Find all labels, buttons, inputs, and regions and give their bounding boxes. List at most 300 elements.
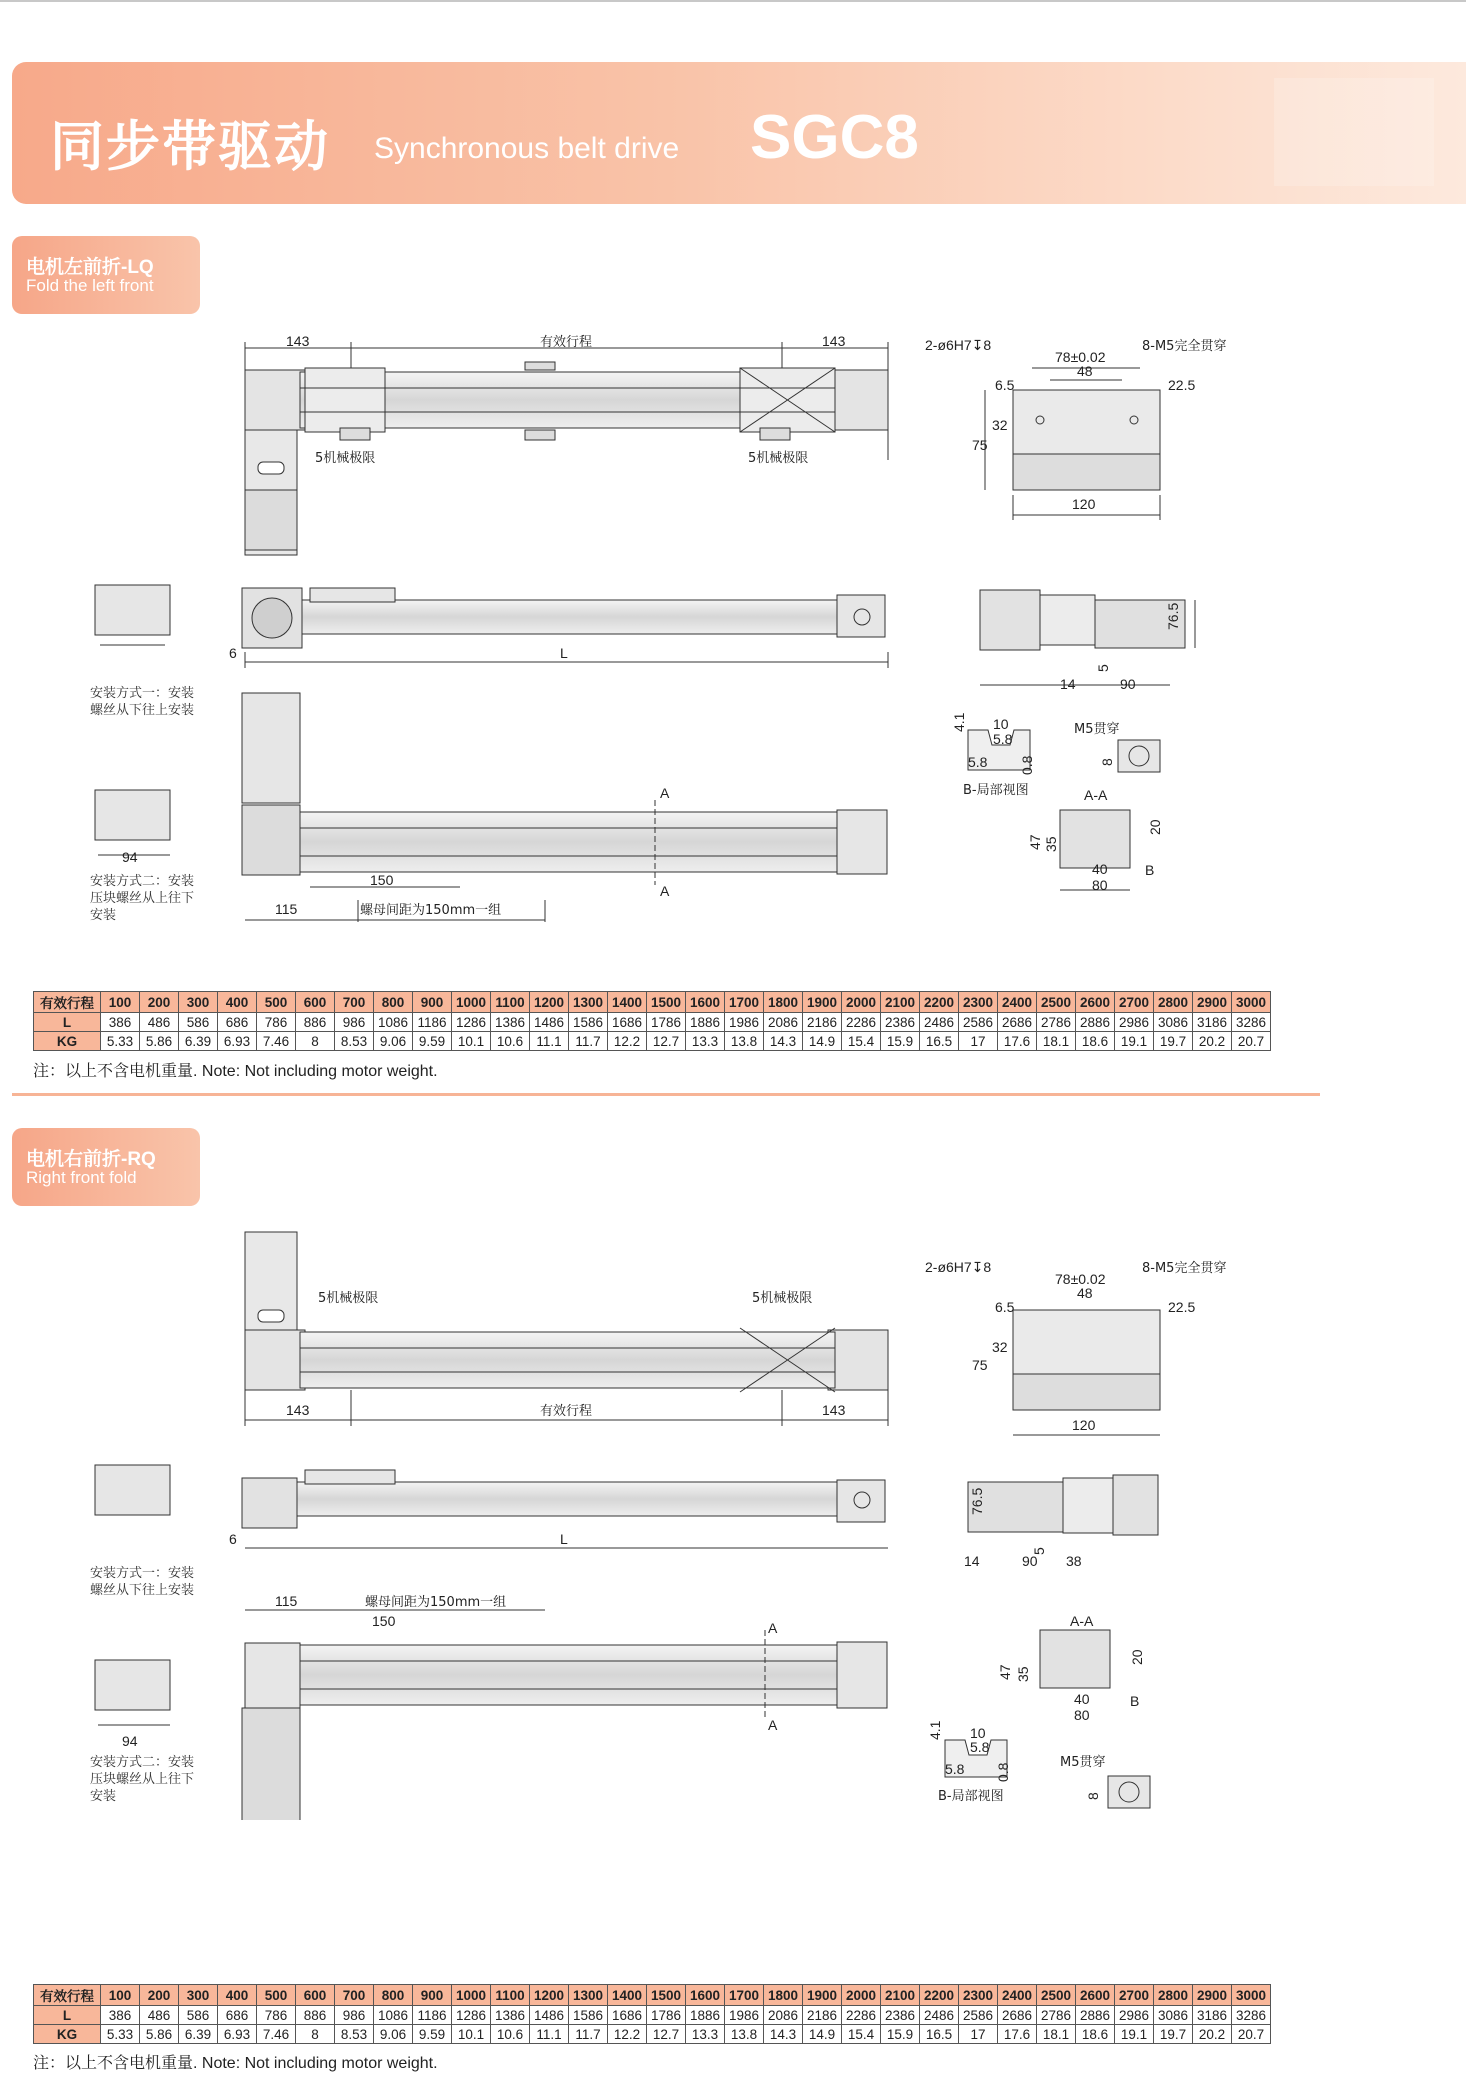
mech-limit-right: 5机械极限	[748, 451, 809, 466]
length-l: L	[560, 645, 568, 661]
spec-cell: 1400	[608, 992, 647, 1013]
spec-row	[34, 2025, 1271, 2044]
dim-5-8-b: 5.8	[968, 754, 988, 770]
spec-cell: 13.3	[686, 2025, 725, 2044]
spec-cell: 19.1	[1115, 2025, 1154, 2044]
spec-cell: 3086	[1154, 2006, 1193, 2025]
spec-cell: 2486	[920, 1013, 959, 1032]
rq-dim-10: 10	[970, 1725, 986, 1741]
spec-cell: 14.3	[764, 2025, 803, 2044]
dim-22-5: 22.5	[1168, 377, 1196, 393]
dim-0-8: 0.8	[1019, 755, 1035, 775]
rq-mount2-line1: 安装方式二：安装	[90, 1755, 195, 1770]
spec-cell: 3286	[1232, 1013, 1271, 1032]
spec-cell: 1300	[569, 992, 608, 1013]
rq-dim-22-5: 22.5	[1168, 1299, 1196, 1315]
mark-a-bottom: A	[660, 883, 670, 899]
spec-cell: 386	[101, 2006, 140, 2025]
rq-mount1-line1: 安装方式一：安装	[90, 1566, 195, 1581]
title-banner	[12, 62, 1466, 204]
spec-cell: 17.6	[998, 2025, 1037, 2044]
rq-dim-40: 40	[1074, 1691, 1090, 1707]
rq-length-l: L	[560, 1531, 568, 1547]
spec-cell: 2586	[959, 2006, 998, 2025]
section-tag-cn: 电机右前折-RQ	[26, 1149, 156, 1170]
spec-cell: 13.8	[725, 1032, 764, 1051]
spec-cell: 5.86	[140, 2025, 179, 2044]
mount2-line3: 安装	[90, 908, 117, 923]
rq-dim-35: 35	[1015, 1666, 1031, 1682]
spec-cell: 2786	[1037, 2006, 1076, 2025]
spec-cell: 6.39	[179, 2025, 218, 2044]
dim-115: 115	[275, 901, 298, 917]
spec-cell: 2286	[842, 1013, 881, 1032]
rq-dim-75: 75	[972, 1357, 988, 1373]
spec-row-label: KG	[34, 1032, 101, 1051]
spec-cell: 686	[218, 2006, 257, 2025]
rq-mark-a-top: A	[768, 1620, 778, 1636]
spec-cell: 2000	[842, 992, 881, 1013]
spec-table-rq	[33, 1984, 1271, 2044]
spec-cell: 12.2	[608, 1032, 647, 1051]
spec-cell: 300	[179, 992, 218, 1013]
spec-cell: 17.6	[998, 1032, 1037, 1051]
dim-90: 90	[1120, 676, 1136, 692]
dim-143-left: 143	[286, 333, 310, 349]
rq-dim-143-left: 143	[286, 1402, 310, 1418]
section-aa: A-A	[1084, 787, 1108, 803]
spec-row	[34, 2006, 1271, 2025]
spec-cell: 14.3	[764, 1032, 803, 1051]
note-rq: 注：以上不含电机重量. Note: Not including motor weight.	[33, 2055, 438, 2072]
rq-b-detail: B-局部视图	[938, 1789, 1004, 1804]
mount2-caption	[90, 873, 194, 924]
mount1-line2: 螺丝从下往上安装	[90, 703, 195, 718]
spec-cell: 1886	[686, 2006, 725, 2025]
rq-effective-stroke: 有效行程	[540, 1404, 593, 1419]
rq-mech-limit-left: 5机械极限	[318, 1291, 379, 1306]
lq-drawings	[0, 300, 1466, 940]
dim-76-5: 76.5	[1165, 602, 1181, 630]
spec-cell: 10.1	[452, 1032, 491, 1051]
spec-cell: 1186	[413, 1013, 452, 1032]
spec-cell: 2300	[959, 1985, 998, 2006]
rq-mount2-line2: 压块螺丝从上往下	[90, 1772, 195, 1787]
spec-cell: 1586	[569, 2006, 608, 2025]
spec-cell: 12.7	[647, 1032, 686, 1051]
rq-dim-120: 120	[1072, 1417, 1096, 1433]
spec-cell: 1486	[530, 1013, 569, 1032]
spec-cell: 9.06	[374, 2025, 413, 2044]
dim-78: 78±0.02	[1055, 349, 1106, 365]
spec-cell: 15.4	[842, 2025, 881, 2044]
spec-cell: 786	[257, 2006, 296, 2025]
dim-94: 94	[122, 849, 138, 865]
spec-cell: 2600	[1076, 1985, 1115, 2006]
spec-cell: 2186	[803, 2006, 842, 2025]
section-tag-en: Fold the left front	[26, 276, 154, 295]
spec-cell: 2000	[842, 1985, 881, 2006]
rq-detail-views	[945, 1630, 1150, 1808]
spec-cell: 2186	[803, 1013, 842, 1032]
spec-cell: 6.93	[218, 1032, 257, 1051]
spec-cell: 1900	[803, 992, 842, 1013]
spec-row-label: 有效行程	[34, 1985, 101, 2006]
spec-cell: 886	[296, 2006, 335, 2025]
spec-row-label: KG	[34, 2025, 101, 2044]
rq-mech-limit-right: 5机械极限	[752, 1291, 813, 1306]
spec-cell: 2500	[1037, 992, 1076, 1013]
spec-cell: 1200	[530, 1985, 569, 2006]
spec-cell: 2900	[1193, 1985, 1232, 2006]
spec-cell: 18.6	[1076, 2025, 1115, 2044]
rq-mount2-line3: 安装	[90, 1789, 117, 1804]
spec-row-label: 有效行程	[34, 992, 101, 1013]
m5-thru-label: M5贯穿	[1074, 722, 1120, 737]
spec-cell: 1100	[491, 992, 530, 1013]
rq-dim-115: 115	[275, 1593, 298, 1609]
spec-cell: 2086	[764, 1013, 803, 1032]
spec-cell: 2386	[881, 1013, 920, 1032]
spec-cell: 2700	[1115, 1985, 1154, 2006]
spec-cell: 2200	[920, 1985, 959, 2006]
rq-dim-80: 80	[1074, 1707, 1090, 1723]
spec-row	[34, 1013, 1271, 1032]
holes-label: 2-ø6H7↧8	[925, 337, 992, 353]
spec-cell: 12.2	[608, 2025, 647, 2044]
spec-cell: 3286	[1232, 2006, 1271, 2025]
spec-cell: 3186	[1193, 2006, 1232, 2025]
spec-cell: 5.33	[101, 2025, 140, 2044]
spec-cell: 986	[335, 1013, 374, 1032]
spec-cell: 200	[140, 1985, 179, 2006]
dim-10: 10	[993, 716, 1009, 732]
spec-cell: 586	[179, 1013, 218, 1032]
rq-dim-14: 14	[964, 1553, 980, 1569]
mount2-line1: 安装方式二：安装	[90, 874, 195, 889]
spec-cell: 600	[296, 992, 335, 1013]
spec-cell: 1786	[647, 2006, 686, 2025]
spec-cell: 1900	[803, 1985, 842, 2006]
spec-cell: 11.7	[569, 1032, 608, 1051]
spec-row	[34, 1985, 1271, 2006]
section-tag-rq	[12, 1128, 200, 1206]
rq-dim-32: 32	[992, 1339, 1008, 1355]
dim-4-1: 4.1	[951, 712, 967, 732]
dim-48: 48	[1077, 363, 1093, 379]
rq-dim-143-right: 143	[822, 1402, 846, 1418]
mount1-caption	[90, 685, 194, 719]
spec-cell: 1386	[491, 1013, 530, 1032]
spec-cell: 500	[257, 992, 296, 1013]
rq-holes: 2-ø6H7↧8	[925, 1259, 992, 1275]
rq-mark-a-bottom: A	[768, 1717, 778, 1733]
spec-cell: 3000	[1232, 992, 1271, 1013]
spec-row	[34, 1032, 1271, 1051]
spec-cell: 9.06	[374, 1032, 413, 1051]
spec-cell: 2100	[881, 1985, 920, 2006]
rq-section-aa: A-A	[1070, 1613, 1094, 1629]
rq-dim-48: 48	[1077, 1285, 1093, 1301]
rq-dim-0-8: 0.8	[995, 1762, 1011, 1782]
spec-cell: 386	[101, 1013, 140, 1032]
spec-cell: 7.46	[257, 1032, 296, 1051]
lq-motor-side	[980, 590, 1195, 685]
spec-cell: 100	[101, 1985, 140, 2006]
spec-cell: 986	[335, 2006, 374, 2025]
spec-cell: 1300	[569, 1985, 608, 2006]
banner-decor	[1274, 78, 1434, 186]
spec-cell: 2900	[1193, 992, 1232, 1013]
spec-cell: 1600	[686, 1985, 725, 2006]
spec-cell: 1386	[491, 2006, 530, 2025]
dim-143-right: 143	[822, 333, 846, 349]
spec-cell: 8	[296, 1032, 335, 1051]
rq-mark-b: B	[1130, 1693, 1140, 1709]
spec-cell: 100	[101, 992, 140, 1013]
spec-cell: 18.6	[1076, 1032, 1115, 1051]
spec-cell: 14.9	[803, 2025, 842, 2044]
spec-cell: 486	[140, 2006, 179, 2025]
rq-dim-78: 78±0.02	[1055, 1271, 1106, 1287]
spec-cell: 200	[140, 992, 179, 1013]
effective-stroke-label: 有效行程	[540, 335, 593, 350]
spec-cell: 9.59	[413, 2025, 452, 2044]
spec-cell: 8.53	[335, 2025, 374, 2044]
rq-dim-5-8: 5.8	[970, 1739, 990, 1755]
spec-cell: 1100	[491, 1985, 530, 2006]
spec-cell: 1686	[608, 1013, 647, 1032]
mark-a-top: A	[660, 785, 670, 801]
spec-cell: 17	[959, 1032, 998, 1051]
spec-cell: 19.7	[1154, 1032, 1193, 1051]
spec-cell: 13.8	[725, 2025, 764, 2044]
spec-cell: 18.1	[1037, 1032, 1076, 1051]
spec-cell: 15.4	[842, 1032, 881, 1051]
section-tag-cn: 电机左前折-LQ	[26, 257, 154, 278]
spec-cell: 13.3	[686, 1032, 725, 1051]
spec-cell: 10.1	[452, 2025, 491, 2044]
rq-dim-4-1: 4.1	[927, 1720, 943, 1740]
spec-cell: 2800	[1154, 992, 1193, 1013]
spec-cell: 1200	[530, 992, 569, 1013]
spec-cell: 2786	[1037, 1013, 1076, 1032]
spec-cell: 10.6	[491, 2025, 530, 2044]
nut-spacing: 螺母间距为150mm一组	[360, 903, 502, 918]
rq-dim-150: 150	[372, 1613, 396, 1629]
spec-cell: 16.5	[920, 2025, 959, 2044]
spec-cell: 786	[257, 1013, 296, 1032]
dim-20: 20	[1147, 819, 1163, 835]
spec-cell: 300	[179, 1985, 218, 2006]
spec-cell: 2586	[959, 1013, 998, 1032]
dim-120: 120	[1072, 496, 1096, 512]
rq-dim-8: 8	[1085, 1792, 1101, 1800]
section-divider	[12, 1093, 1320, 1096]
spec-cell: 1986	[725, 1013, 764, 1032]
mech-limit-left: 5机械极限	[315, 451, 376, 466]
dim-150: 150	[370, 872, 394, 888]
dim-14: 14	[1060, 676, 1076, 692]
spec-cell: 1600	[686, 992, 725, 1013]
spec-cell: 14.9	[803, 1032, 842, 1051]
b-detail-label: B-局部视图	[963, 783, 1029, 798]
spec-cell: 900	[413, 992, 452, 1013]
dim-75: 75	[972, 437, 988, 453]
spec-cell: 2486	[920, 2006, 959, 2025]
dim-6-side: 6	[229, 645, 237, 661]
spec-cell: 3186	[1193, 1013, 1232, 1032]
spec-cell: 2986	[1115, 2006, 1154, 2025]
spec-cell: 15.9	[881, 1032, 920, 1051]
spec-cell: 2400	[998, 992, 1037, 1013]
spec-cell: 2286	[842, 2006, 881, 2025]
spec-cell: 1400	[608, 1985, 647, 2006]
spec-cell: 1786	[647, 1013, 686, 1032]
rq-mount2-caption	[90, 1754, 194, 1805]
spec-cell: 9.59	[413, 1032, 452, 1051]
spec-cell: 2300	[959, 992, 998, 1013]
spec-cell: 3000	[1232, 1985, 1271, 2006]
dim-80: 80	[1092, 877, 1108, 893]
rq-drawings	[0, 1220, 1466, 1820]
dim-40: 40	[1092, 861, 1108, 877]
spec-cell: 1500	[647, 992, 686, 1013]
spec-cell: 1800	[764, 1985, 803, 2006]
spec-cell: 2886	[1076, 1013, 1115, 1032]
lq-top-view	[245, 342, 888, 555]
spec-cell: 2986	[1115, 1013, 1154, 1032]
spec-cell: 486	[140, 1013, 179, 1032]
rq-dim-47: 47	[997, 1664, 1013, 1680]
rq-dim-5-8-b: 5.8	[945, 1761, 965, 1777]
spec-row	[34, 992, 1271, 1013]
lq-mount-views	[95, 585, 170, 855]
mark-b: B	[1145, 862, 1155, 878]
section-tag-en: Right front fold	[26, 1168, 137, 1187]
spec-cell: 2686	[998, 2006, 1037, 2025]
rq-m5-thru: M5贯穿	[1060, 1755, 1106, 1770]
spec-cell: 2100	[881, 992, 920, 1013]
spec-cell: 1986	[725, 2006, 764, 2025]
mount2-line2: 压块螺丝从上往下	[90, 891, 195, 906]
rq-dim-94: 94	[122, 1733, 138, 1749]
spec-cell: 5.33	[101, 1032, 140, 1051]
spec-cell: 20.7	[1232, 1032, 1271, 1051]
spec-cell: 2400	[998, 1985, 1037, 2006]
title-cn: 同步带驱动	[50, 117, 330, 177]
spec-cell: 19.7	[1154, 2025, 1193, 2044]
spec-cell: 8.53	[335, 1032, 374, 1051]
spec-cell: 2500	[1037, 1985, 1076, 2006]
spec-row-label: L	[34, 2006, 101, 2025]
spec-cell: 600	[296, 1985, 335, 2006]
spec-cell: 10.6	[491, 1032, 530, 1051]
spec-cell: 400	[218, 992, 257, 1013]
spec-cell: 1886	[686, 1013, 725, 1032]
spec-cell: 1800	[764, 992, 803, 1013]
spec-cell: 5.86	[140, 1032, 179, 1051]
rq-m5-through: 8-M5完全贯穿	[1142, 1261, 1227, 1276]
spec-cell: 16.5	[920, 1032, 959, 1051]
spec-cell: 15.9	[881, 2025, 920, 2044]
spec-cell: 2386	[881, 2006, 920, 2025]
spec-cell: 7.46	[257, 2025, 296, 2044]
spec-cell: 586	[179, 2006, 218, 2025]
lq-bottom-view	[242, 693, 887, 922]
rq-motor-side	[968, 1475, 1158, 1535]
dim-32: 32	[992, 417, 1008, 433]
m5-through-label: 8-M5完全贯穿	[1142, 339, 1227, 354]
dim-8: 8	[1099, 758, 1115, 766]
spec-cell: 2800	[1154, 1985, 1193, 2006]
spec-cell: 6.93	[218, 2025, 257, 2044]
dim-5: 5	[1095, 664, 1111, 672]
spec-row-label: L	[34, 1013, 101, 1032]
rq-top-view	[245, 1232, 888, 1426]
spec-cell: 800	[374, 992, 413, 1013]
spec-cell: 2200	[920, 992, 959, 1013]
spec-cell: 700	[335, 1985, 374, 2006]
dim-6-5: 6.5	[995, 377, 1015, 393]
spec-cell: 6.39	[179, 1032, 218, 1051]
rq-bottom-view	[242, 1610, 887, 1820]
spec-cell: 2600	[1076, 992, 1115, 1013]
spec-cell: 686	[218, 1013, 257, 1032]
mount1-line1: 安装方式一：安装	[90, 686, 195, 701]
spec-cell: 886	[296, 1013, 335, 1032]
spec-cell: 2700	[1115, 992, 1154, 1013]
spec-cell: 17	[959, 2025, 998, 2044]
spec-cell: 1500	[647, 1985, 686, 2006]
spec-cell: 11.1	[530, 2025, 569, 2044]
rq-mount1-line2: 螺丝从下往上安装	[90, 1583, 195, 1598]
spec-cell: 2686	[998, 1013, 1037, 1032]
title-en: Synchronous belt drive	[374, 132, 680, 165]
rq-nut-spacing: 螺母间距为150mm一组	[365, 1595, 507, 1610]
note-lq: 注：以上不含电机重量. Note: Not including motor weight.	[33, 1063, 438, 1080]
spec-cell: 900	[413, 1985, 452, 2006]
rq-dim-6-5: 6.5	[995, 1299, 1015, 1315]
spec-cell: 1700	[725, 992, 764, 1013]
spec-cell: 11.7	[569, 2025, 608, 2044]
spec-cell: 2086	[764, 2006, 803, 2025]
spec-cell: 1686	[608, 2006, 647, 2025]
spec-cell: 400	[218, 1985, 257, 2006]
spec-cell: 11.1	[530, 1032, 569, 1051]
spec-cell: 20.2	[1193, 1032, 1232, 1051]
spec-cell: 1000	[452, 992, 491, 1013]
spec-cell: 1086	[374, 1013, 413, 1032]
spec-cell: 1186	[413, 2006, 452, 2025]
spec-cell: 20.2	[1193, 2025, 1232, 2044]
dim-35: 35	[1043, 836, 1059, 852]
spec-cell: 1286	[452, 1013, 491, 1032]
spec-cell: 20.7	[1232, 2025, 1271, 2044]
rq-dim-90: 90	[1022, 1553, 1038, 1569]
spec-cell: 1286	[452, 2006, 491, 2025]
dim-5-8: 5.8	[993, 731, 1013, 747]
spec-cell: 1486	[530, 2006, 569, 2025]
spec-cell: 800	[374, 1985, 413, 2006]
rq-dim-6: 6	[229, 1531, 237, 1547]
rq-dim-38: 38	[1066, 1553, 1082, 1569]
spec-cell: 500	[257, 1985, 296, 2006]
rq-dim-5: 5	[1031, 1547, 1047, 1555]
dim-47: 47	[1027, 834, 1043, 850]
spec-cell: 18.1	[1037, 2025, 1076, 2044]
spec-cell: 2886	[1076, 2006, 1115, 2025]
